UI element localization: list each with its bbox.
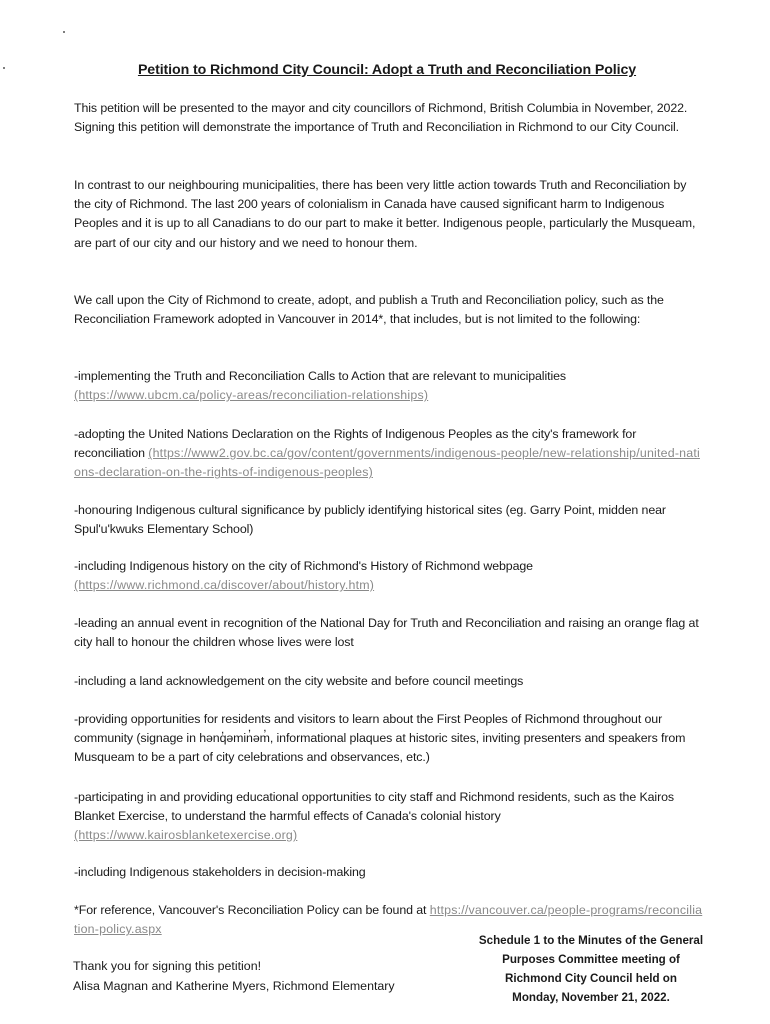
call-paragraph: We call upon the City of Richmond to create, adopt, and publish a Truth and Reconciliation policy, such as the Reconciliation Framework adopted in Vancouver in 2014*, that includes, but is not limited to the following: — [74, 293, 664, 327]
intro-paragraph: This petition will be presented to the mayor and city councillors of Richmond, British Columbia in November, 2022. Signing this petition will demonstrate the importance of Truth and Reconciliation in Richmond to our City Council. — [74, 101, 688, 135]
contrast-paragraph: In contrast to our neighbouring municipalities, there has been very little action towards Truth and Reconciliation by the city of Richmond. The last 200 years of colonialism in Canada have caused significant harm to Indigenous Peoples and it is up to all Canadians to do our part to make it better. Indigenous people, particularly the Musqueam, are part of our city and our history and we need to honour them. — [74, 178, 696, 250]
list-item: -leading an annual event in recognition of the National Day for Truth and Reconciliation and raising an orange flag at city hall to honour the children whose lives were lost — [74, 616, 699, 650]
list-item: -including a land acknowledgement on the city website and before council meetings — [74, 674, 524, 688]
list-item-url[interactable]: (https://www.kairosblanketexercise.org) — [74, 828, 298, 843]
list-item-url[interactable]: (https://www.ubcm.ca/policy-areas/reconciliation-relationships) — [74, 388, 429, 403]
reference-text: *For reference, Vancouver's Reconciliation Policy can be found at — [74, 903, 427, 917]
list-item: -including Indigenous stakeholders in decision-making — [74, 865, 366, 879]
closing-block — [73, 957, 473, 996]
list-item-text: -implementing the Truth and Reconciliation Calls to Action that are relevant to municipalities — [74, 369, 566, 383]
reference-url[interactable]: https://vancouver.ca/people-programs/reconciliation-policy.aspx — [74, 903, 703, 937]
list-item: -honouring Indigenous cultural significance by publicly identifying historical sites (eg. Garry Point, midden near Spul'u'kwuks Elementary School) — [74, 503, 666, 537]
signers-line: Alisa Magnan and Katherine Myers, Richmond Elementary — [73, 978, 395, 993]
scan-speck — [63, 31, 65, 33]
list-item: -providing opportunities for residents and visitors to learn about the First Peoples of Richmond throughout our community (signage in hənq̓əmin̓əm̓, informational plaques at historic sites, inviting presenters and speakers from Musqueam to be a part of city celebrations and observances, etc.) — [74, 712, 686, 765]
list-item-url[interactable]: (https://www.richmond.ca/discover/about/history.htm) — [74, 578, 375, 593]
list-item — [74, 557, 704, 595]
list-item-text: -participating in and providing educational opportunities to city staff and Richmond residents, such as the Kairos Blanket Exercise, to understand the harmful effects of Canada's colonial history — [74, 790, 674, 824]
schedule-line: Richmond City Council held on — [505, 972, 677, 985]
list-item — [74, 788, 704, 846]
list-item — [74, 367, 704, 405]
schedule-line: Purposes Committee meeting of — [502, 953, 680, 966]
petition-title: Petition to Richmond City Council: Adopt a Truth and Reconciliation Policy — [137, 62, 637, 78]
thanks-line: Thank you for signing this petition! — [73, 959, 262, 973]
list-item — [74, 425, 704, 483]
scan-speck — [3, 67, 5, 69]
list-item-text: -including Indigenous history on the city of Richmond's History of Richmond webpage — [74, 559, 533, 573]
list-item-text: -adopting the United Nations Declaration on the Rights of Indigenous Peoples as the city's framework for reconciliation — [74, 427, 637, 461]
schedule-line: Schedule 1 to the Minutes of the General — [478, 934, 704, 947]
schedule-line: Monday, November 21, 2022. — [512, 991, 670, 1004]
schedule-stamp — [462, 931, 720, 1007]
list-item-url[interactable]: (https://www2.gov.bc.ca/gov/content/governments/indigenous-people/new-relationship/united-nations-declaration-on-the-rights-of-indigenous-peoples) — [74, 446, 700, 480]
